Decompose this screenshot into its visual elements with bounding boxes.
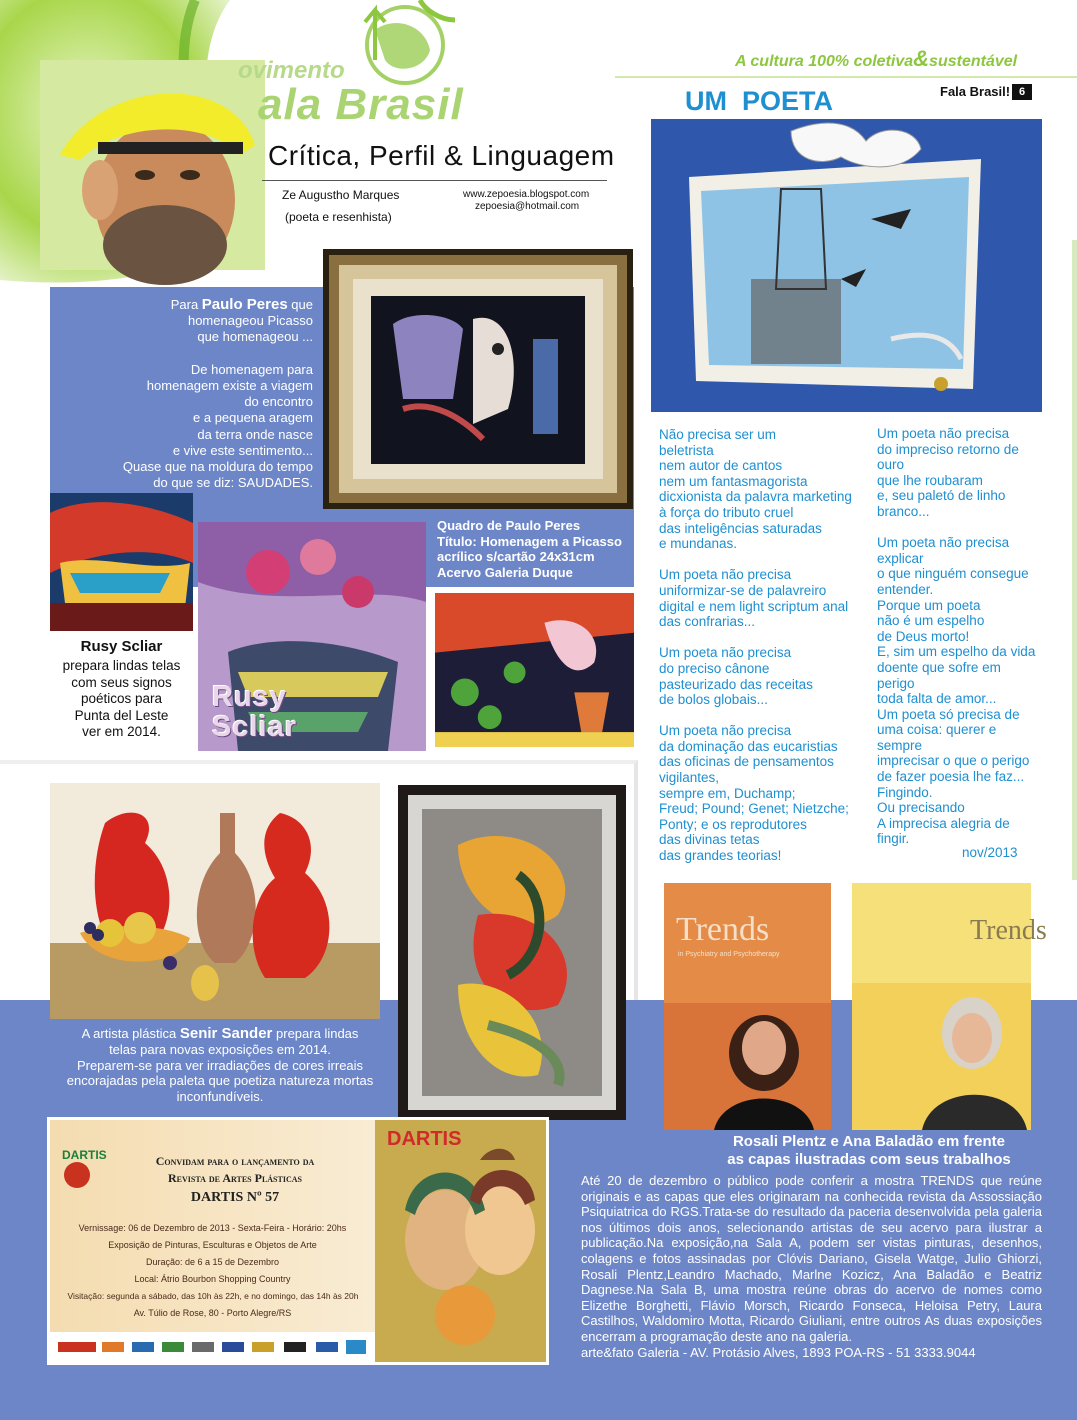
author-role: (poeta e resenhista): [285, 210, 392, 224]
sander-caption: [50, 1026, 390, 1105]
dartis-d6: Av. Túlio de Rose, 80 - Porto Alegre/RS: [133, 1308, 292, 1318]
sander-text: telas para novas exposições em 2014. Preparem-se para ver irradiações de cores irreais encorajadas pela paleta que poetiza natureza mortas inconfundíveis.: [66, 1041, 374, 1105]
email: zepoesia@hotmail.com: [475, 201, 580, 212]
scliar-overlay-text: Rusy Scliar: [212, 681, 297, 743]
poem-column-1: Não precisa ser um beletrista nem autor de cantos nem um fantasmagorista dicxionista da palavra marketing à força do tributo cruel das inteligências saturadas e mundanas. Um poeta não precisa uniformizar-se de palavreiro digital e nem light scriptum anal das confrarias... Um poeta não precisa do preciso cânone pasteurizado das receitas de bolos globais... Um poeta não precisa da dominação das eucaristias das oficinas de pensamentos vigilantes, sempre em, Duchamp; Freud; Pound; Genet; Nietzche; Ponty; e os reprodutores das divinas tetas das grandes teorias!: [659, 427, 852, 864]
tagline: [735, 46, 1017, 72]
peres-name: Paulo Peres: [201, 296, 288, 313]
scliar-name: Rusy Scliar: [80, 638, 163, 655]
peres-white-right: [634, 287, 650, 587]
sander-abstract-framed: [398, 785, 626, 1120]
poem-collage-image: [651, 119, 1042, 412]
tagline-amp: &: [913, 46, 930, 71]
scliar-painting-small: [50, 493, 193, 631]
trends-text: Até 20 de dezembro o público pode conferir a mostra TRENDS que reúne originais e as capas que eles originaram na conhecida revista da Assossiação Psiquiatrica do RGS.Trata-se do resultado da paceria desenvolvida pela galeria nos últimos dois anos, selecionando artistas de seu acervo para ilustrar a publicação.Na exposição,na Sala A, podem ser vistas pinturas, desenhos, colagens e fotos assinadas por Clóvis Dariano, Gisela Watge, Julio Ghiorzi, Rosali Plentz,Leandro Machado, Marlne Kozicz, Ana Baladão e Beatriz Dagnese.Na Sala B, uma mostra reúne obras do acervo de nomes como Elizethe Borghetti, Flávio Morsch, Ricardo Fonseca, Heloisa Petry, Laura Castilhos, Waldomiro Motta, Ricardo Giuliani, entre outros As duas exposições encerram a programação deste ano na galeria.: [581, 1173, 1042, 1344]
trends-address: arte&fato Galeria - AV. Protásio Alves, 1893 POA-RS - 51 3333.9044: [581, 1344, 976, 1360]
tagline-part2: sustentável: [929, 53, 1018, 70]
dartis-d4: Local: Átrio Bourbon Shopping Country: [134, 1274, 291, 1284]
poem-title: UM POETA: [685, 86, 833, 116]
trends-cover-baladao: [852, 883, 1047, 1130]
dartis-cover-title: DARTIS: [387, 1128, 462, 1150]
poem-column-2: Um poeta não precisa do impreciso retorno de ouro que lhe roubaram e, seu paletó de linho branco... Um poeta não precisa explicar o que ninguém consegue entender. Porque um poeta não é um espelho de Deus morto! E, sim um espelho da vida doente que sofre em perigo toda falta de amor... Um poeta só precisa de uma coisa: querer e sempre imprecisar o que o perigo de fazer poesia lhe faz... Fingindo. Ou precisando A imprecisa alegria de fingir.: [877, 426, 1036, 847]
peres-poem: homenageou Picasso que homenageou ... De homenagem para homenagem existe a viagem do encontro e a pequena aragem da terra onde nasce e vive este sentimento... Quase que na moldura do tempo do que se diz: SAUDADES.: [122, 313, 313, 491]
dartis-d3: Duração: de 6 a 15 de Dezembro: [145, 1257, 280, 1267]
header-rule: [615, 76, 1077, 78]
peres-caption: Quadro de Paulo Peres Título: Homenagem a Picasso acrílico s/cartão 24x31cm Acervo Galeria Duque: [437, 518, 622, 580]
dartis-invitation: [47, 1117, 549, 1365]
brand-top-text: ovimento: [238, 57, 345, 84]
sander-still-life: [50, 783, 380, 1019]
dartis-sponsor-strip: [50, 1332, 375, 1362]
section-label: Fala Brasil!: [940, 84, 1011, 99]
poem-date: nov/2013: [962, 845, 1018, 860]
sander-name: Senir Sander: [179, 1025, 273, 1042]
peres-intro-pre: Para: [170, 297, 202, 312]
dartis-line3: DARTIS Nº 57: [190, 1190, 280, 1205]
tagline-part1: A cultura 100% coletiva: [735, 53, 914, 70]
scliar-painting-third: [430, 588, 639, 752]
right-edge-green: [1072, 240, 1077, 880]
dartis-logo: DARTIS: [62, 1148, 107, 1162]
dartis-line1: Convidam para o lançamento da: [155, 1154, 315, 1168]
trends-caption-line2: as capas ilustradas com seus trabalhos: [727, 1151, 1011, 1168]
peres-framed-painting: [323, 249, 633, 509]
page-number: 6: [1012, 84, 1032, 100]
dartis-cover: [375, 1120, 546, 1362]
scliar-text: prepara lindas telas com seus signos poéticos para Punta del Leste ver em 2014.: [62, 658, 181, 739]
trends-caption-rest: em frente: [933, 1133, 1006, 1150]
trends-caption-names: Rosali Plentz e Ana Baladão: [732, 1133, 934, 1150]
dartis-d2: Exposição de Pinturas, Esculturas e Objetos de Arte: [108, 1240, 317, 1250]
peres-intro-post: que: [287, 297, 313, 312]
column-title: Crítica, Perfil & Linguagem: [268, 140, 615, 171]
trends-caption: [664, 1133, 1074, 1169]
sander-pre: A artista plástica: [81, 1026, 180, 1041]
trends-cover-title-2: Trends: [970, 915, 1047, 946]
dartis-logo-mark: [64, 1162, 90, 1188]
brand-main-text: ala Brasil: [258, 80, 464, 129]
trends-article: [581, 1173, 1042, 1360]
trends-cover-plentz: [664, 883, 831, 1130]
trends-cover-sub-1: in Psychiatry and Psychotherapy: [678, 951, 780, 958]
dartis-line2: Revista de Artes Plásticas: [168, 1171, 302, 1185]
trends-cover-title-1: Trends: [676, 911, 770, 948]
sander-post: prepara lindas: [272, 1026, 359, 1041]
dartis-d1: Vernissage: 06 de Dezembro de 2013 - Sexta-Feira - Horário: 20hs: [78, 1223, 347, 1233]
peres-text: [90, 297, 313, 491]
author-name: Ze Augustho Marques: [282, 188, 400, 202]
dartis-d5: Visitação: segunda a sábado, das 10h às 22h, e no domingo, das 14h às 20h: [67, 1291, 359, 1301]
blog-url: www.zepoesia.blogspot.com: [463, 189, 590, 200]
title-rule: [262, 180, 607, 181]
